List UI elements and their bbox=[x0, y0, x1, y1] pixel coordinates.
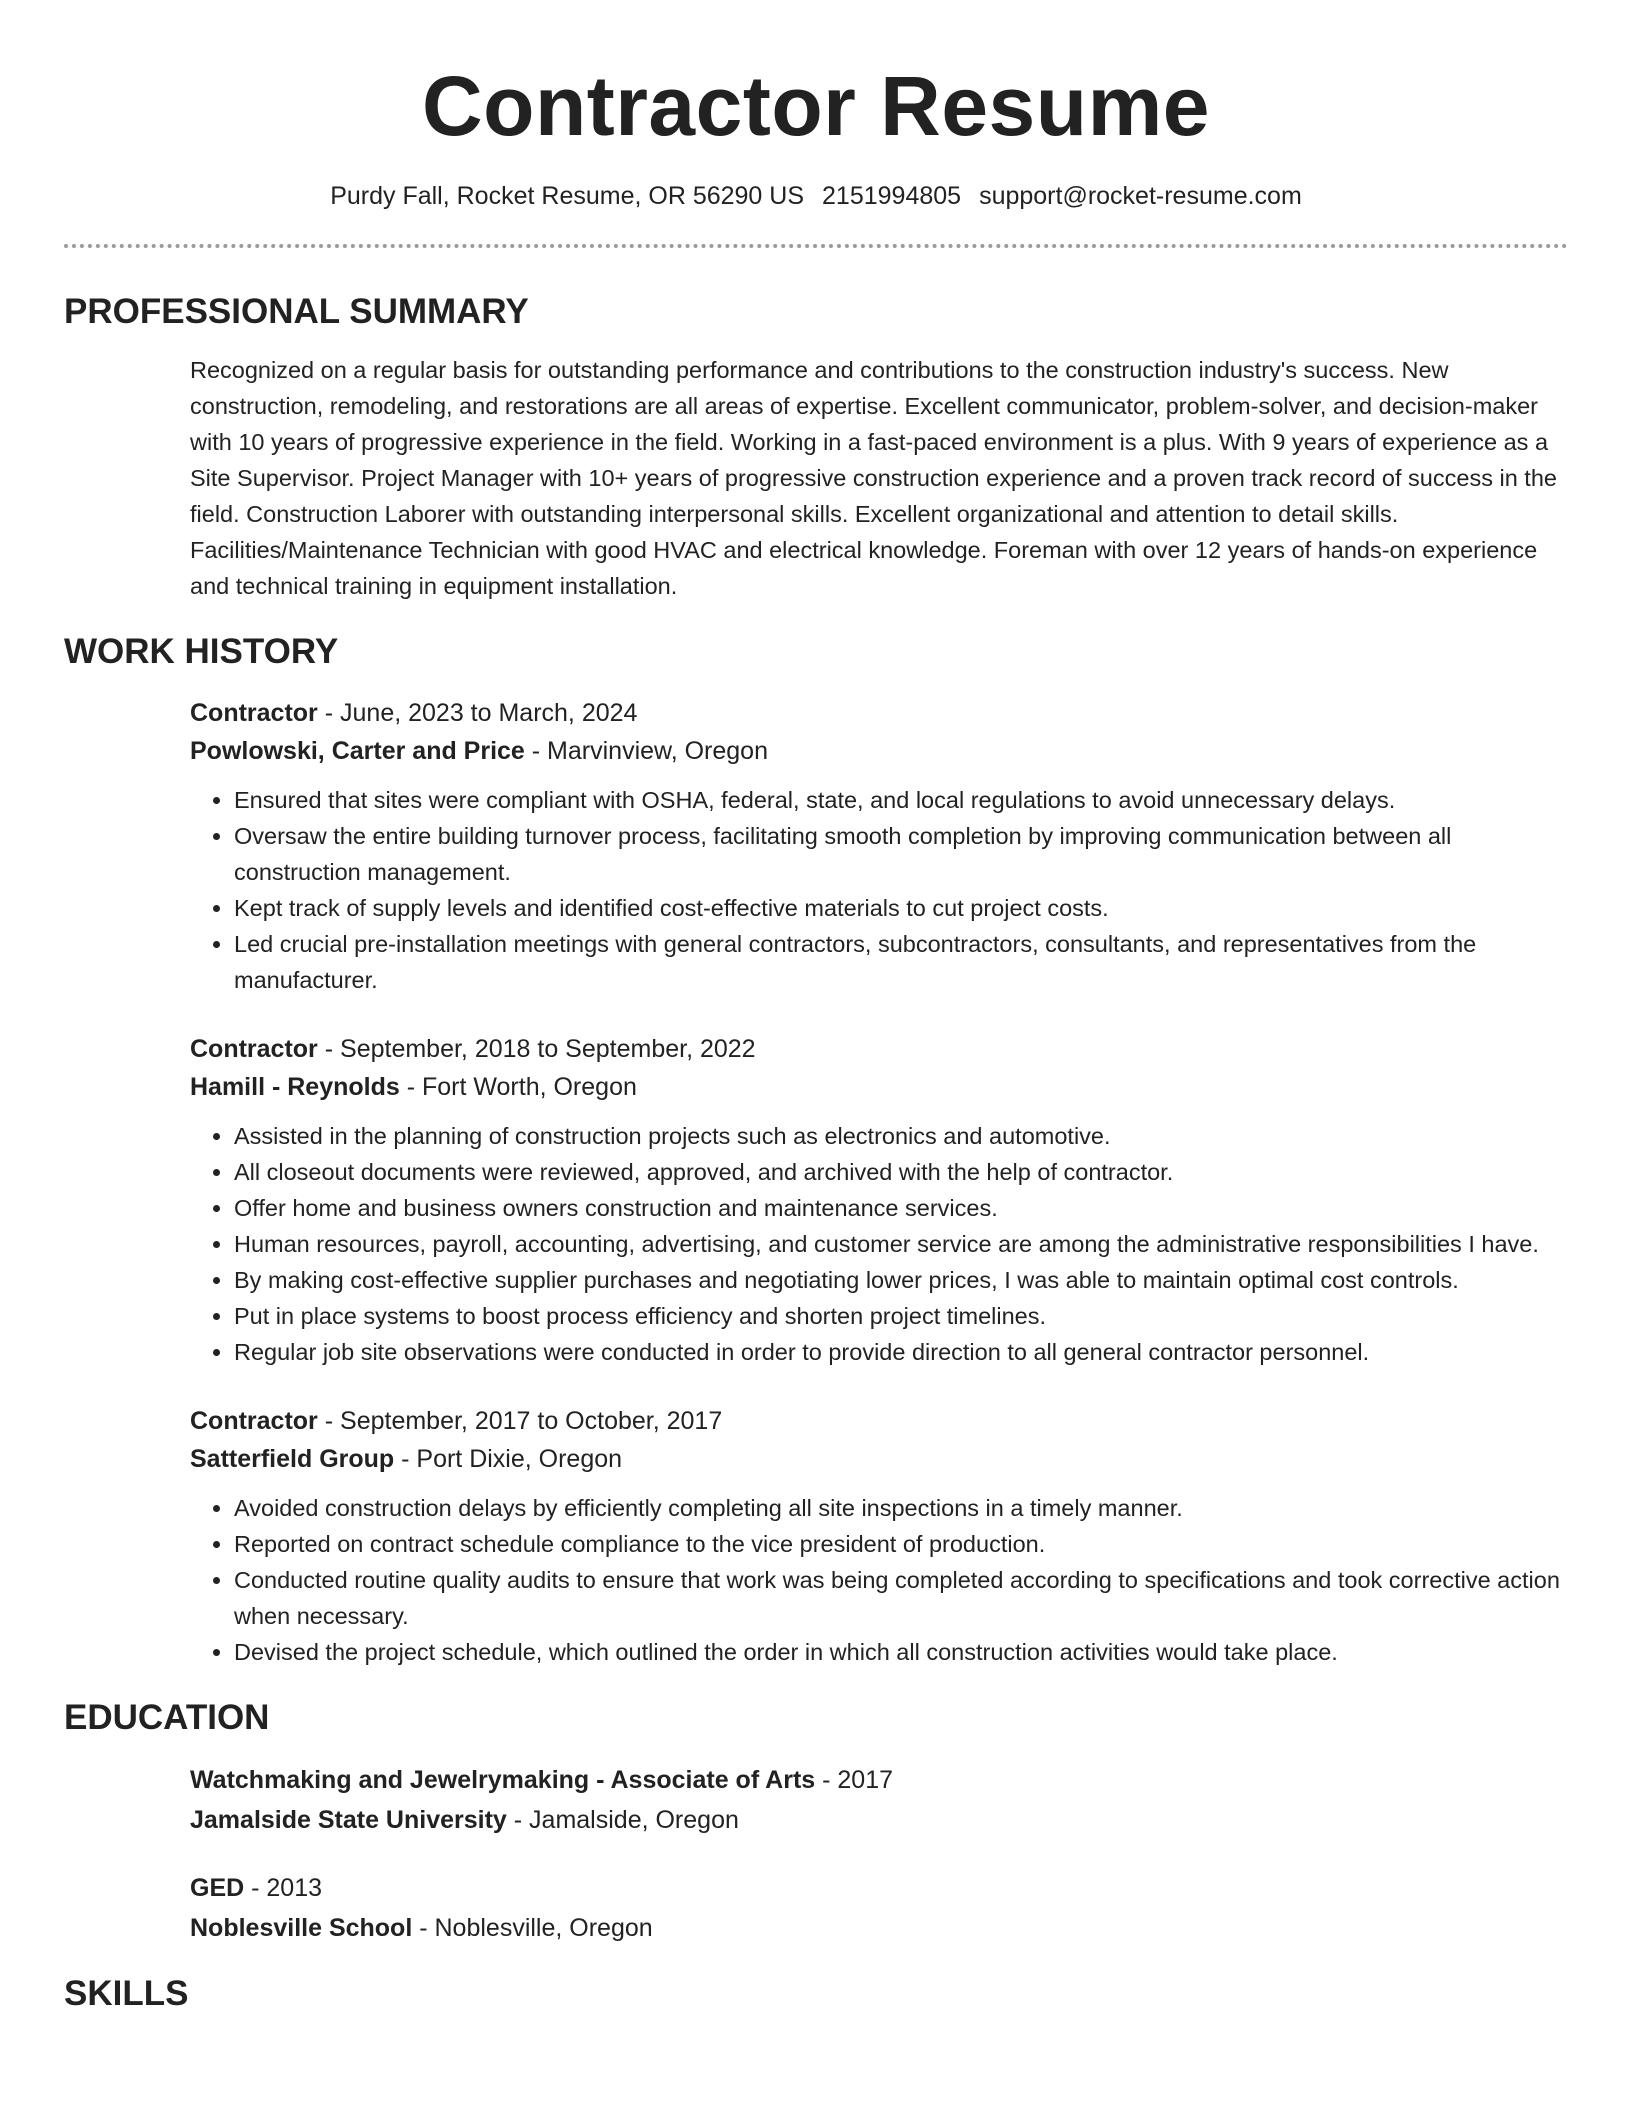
resume-title: Contractor Resume bbox=[421, 59, 1210, 153]
job-bullet: • Led crucial pre-installation meetings with general contractors, subcontractors, consultants, and representatives from the manufacturer. bbox=[234, 926, 1568, 998]
job-title-line bbox=[190, 1402, 1568, 1440]
job-bullets bbox=[190, 782, 1568, 998]
job-title-line bbox=[190, 694, 1568, 732]
job-dates: - June, 2023 to March, 2024 bbox=[317, 699, 638, 727]
job-title-line bbox=[190, 1030, 1568, 1068]
education-school-line bbox=[190, 1800, 1568, 1840]
education-year: - 2013 bbox=[244, 1874, 323, 1902]
job-title: Contractor bbox=[190, 699, 318, 727]
education-degree-line bbox=[190, 1868, 1568, 1908]
job-bullet: • Regular job site observations were conducted in order to provide direction to all general contractor personnel. bbox=[234, 1334, 1568, 1370]
education-heading: EDUCATION bbox=[64, 1698, 270, 1737]
job-bullet: • Assisted in the planning of construction projects such as electronics and automotive. bbox=[234, 1118, 1568, 1154]
work-history-heading: WORK HISTORY bbox=[64, 632, 339, 671]
job-bullet: • By making cost-effective supplier purchases and negotiating lower prices, I was able to maintain optimal cost controls. bbox=[234, 1262, 1568, 1298]
education-degree: GED bbox=[190, 1874, 245, 1902]
job-title: Contractor bbox=[190, 1407, 318, 1435]
job-dates: - September, 2017 to October, 2017 bbox=[317, 1407, 723, 1435]
education-school: Noblesville School bbox=[190, 1914, 413, 1942]
header-divider bbox=[64, 244, 1568, 248]
education-year: - 2017 bbox=[815, 1766, 894, 1794]
job-entry bbox=[190, 1402, 1568, 1670]
summary-text: Recognized on a regular basis for outstanding performance and contributions to the construction industry's success. New construction, remodeling, and restorations are all areas of expertise. Excellent communicator, problem-solver, and decision-maker with 10 years of progressive experience in the field. Working in a fast-paced environment is a plus. With 9 years of experience as a Site Supervisor. Project Manager with 10+ years of progressive construction experience and a proven track record of success in the field. Construction Laborer with outstanding interpersonal skills. Excellent organizational and attention to detail skills. Facilities/Maintenance Technician with good HVAC and electrical knowledge. Foreman with over 12 years of hands-on experience and technical training in equipment installation. bbox=[190, 357, 1557, 599]
job-bullets bbox=[190, 1118, 1568, 1370]
job-bullet: • Avoided construction delays by efficiently completing all site inspections in a timely manner. bbox=[234, 1490, 1568, 1526]
summary-heading: PROFESSIONAL SUMMARY bbox=[64, 292, 529, 331]
resume-page bbox=[64, 0, 1568, 2016]
education-degree-line bbox=[190, 1760, 1568, 1800]
job-bullet: • Reported on contract schedule compliance to the vice president of production. bbox=[234, 1526, 1568, 1562]
contact-info bbox=[64, 178, 1568, 214]
contact-email: support@rocket-resume.com bbox=[979, 182, 1302, 210]
job-bullet: • Devised the project schedule, which outlined the order in which all construction activities would take place. bbox=[234, 1634, 1568, 1670]
contact-phone: 2151994805 bbox=[822, 182, 962, 210]
job-company: Hamill - Reynolds bbox=[190, 1073, 400, 1101]
education-school: Jamalside State University bbox=[190, 1806, 507, 1834]
education-entry bbox=[190, 1868, 1568, 1948]
job-bullet: • Ensured that sites were compliant with OSHA, federal, state, and local regulations to avoid unnecessary delays. bbox=[234, 782, 1568, 818]
job-entry bbox=[190, 694, 1568, 998]
job-company-line bbox=[190, 1068, 1568, 1106]
job-bullet: • Conducted routine quality audits to ensure that work was being completed according to specifications and took corrective action when necessary. bbox=[234, 1562, 1568, 1634]
education-degree: Watchmaking and Jewelrymaking - Associate of Arts bbox=[190, 1766, 816, 1794]
education-location: - Jamalside, Oregon bbox=[506, 1806, 739, 1834]
job-entry bbox=[190, 1030, 1568, 1370]
job-title: Contractor bbox=[190, 1035, 318, 1063]
job-bullet: • Oversaw the entire building turnover process, facilitating smooth completion by improving communication between all construction management. bbox=[234, 818, 1568, 890]
education-entry bbox=[190, 1760, 1568, 1840]
contact-address: Purdy Fall, Rocket Resume, OR 56290 US bbox=[330, 182, 805, 210]
job-bullet: • Kept track of supply levels and identified cost-effective materials to cut project costs. bbox=[234, 890, 1568, 926]
education-school-line bbox=[190, 1908, 1568, 1948]
job-company: Powlowski, Carter and Price bbox=[190, 737, 525, 765]
job-company: Satterfield Group bbox=[190, 1445, 395, 1473]
job-bullet: • Put in place systems to boost process efficiency and shorten project timelines. bbox=[234, 1298, 1568, 1334]
education-location: - Noblesville, Oregon bbox=[412, 1914, 653, 1942]
job-company-line bbox=[190, 1440, 1568, 1478]
job-bullet: • Offer home and business owners construction and maintenance services. bbox=[234, 1190, 1568, 1226]
job-bullets bbox=[190, 1490, 1568, 1670]
job-location: - Fort Worth, Oregon bbox=[399, 1073, 637, 1101]
job-company-line bbox=[190, 732, 1568, 770]
skills-heading: SKILLS bbox=[64, 1974, 189, 2013]
job-location: - Marvinview, Oregon bbox=[524, 737, 768, 765]
job-location: - Port Dixie, Oregon bbox=[394, 1445, 623, 1473]
job-dates: - September, 2018 to September, 2022 bbox=[317, 1035, 756, 1063]
job-bullet: • All closeout documents were reviewed, approved, and archived with the help of contractor. bbox=[234, 1154, 1568, 1190]
job-bullet: • Human resources, payroll, accounting, advertising, and customer service are among the administrative responsibilities I have. bbox=[234, 1226, 1568, 1262]
